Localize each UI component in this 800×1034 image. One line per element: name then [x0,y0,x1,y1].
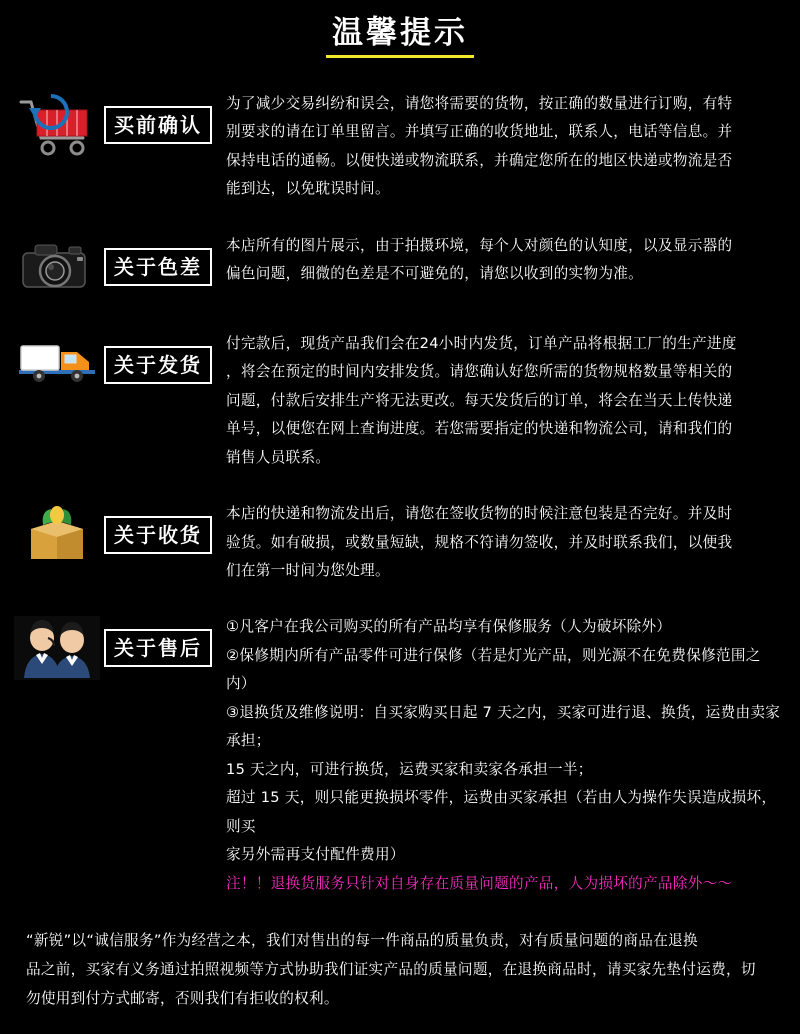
section-label: 关于色差 [104,248,212,286]
section-text [226,498,782,585]
text-line: 为了减少交易纠纷和误会，请您将需要的货物，按正确的数量进行订购，有特 [226,95,733,112]
text-line: 本店所有的图片展示，由于拍摄环境，每个人对颜色的认知度，以及显示器的 [226,236,733,254]
section-text [226,611,782,898]
text-line: 销售人员联系。 [226,448,331,466]
section-text [226,88,782,204]
footer-line: 品之前，买家有义务通过拍照视频等方式协助我们证实产品的质量问题，在退换商品时，请买家先垫付运费，切 [26,961,756,979]
text-line: 别要求的请在订单里留言。并填写正确的收货地址，联系人，电话等信息。并 [226,123,733,141]
section-pre-purchase [0,74,800,216]
page-title: 温馨提示 [326,16,474,58]
text-line: 家另外需再支付配件费用） [226,846,405,864]
shopping-cart-icon [14,90,100,160]
section-heading [14,498,226,570]
text-line: ，将会在预定的时间内安排发货。请您确认好您所需的货物规格数量等相关的 [226,363,733,381]
section-text [226,328,782,472]
section-heading [14,88,226,160]
text-line: 验货。如有破损，或数量短缺，规格不符请勿签收，并及时联系我们，以便我 [226,533,733,551]
footer-line: 勿使用到付方式邮寄，否则我们有拒收的权利。 [26,990,339,1008]
section-heading [14,328,226,400]
text-line: 能到达，以免耽误时间。 [226,180,390,198]
text-line: 本店的快递和物流发出后，请您在签收货物的时候注意包装是否完好。并及时 [226,505,733,523]
page-header [0,0,800,74]
section-receiving [0,484,800,597]
footer-note [0,910,800,1034]
footer-line: “新锐”以“诚信服务”作为经营之本，我们对售出的每一件商品的质量负责，对有质量问题的商品在退换 [26,931,698,949]
section-label: 关于发货 [104,346,212,384]
open-box-icon [14,500,100,570]
delivery-truck-icon [14,330,100,400]
section-color-difference [0,216,800,314]
text-line: 问题，付款后安排生产将无法更改。每天发货后的订单，将会在当天上传快递 [226,391,733,409]
after-sales-warning: 注！！退换货服务只针对自身存在质量问题的产品，人为损坏的产品除外～～ [226,874,733,892]
camera-icon [14,232,100,302]
text-line: 单号，以便您在网上查询进度。若您需要指定的快递和物流公司，请和我们的 [226,420,733,438]
customer-service-icon [14,613,100,683]
section-heading [14,611,226,683]
section-heading [14,230,226,302]
text-line: 保持电话的通畅。以便快递或物流联系，并确定您所在的地区快递或物流是否 [226,151,733,169]
section-shipping [0,314,800,484]
text-line: 付完款后，现货产品我们会在24小时内发货，订单产品将根据工厂的生产进度 [226,334,737,352]
section-label: 买前确认 [104,106,212,144]
section-label: 关于收货 [104,516,212,554]
section-label: 关于售后 [104,629,212,667]
text-line: 偏色问题，细微的色差是不可避免的，请您以收到的实物为准。 [226,265,644,283]
text-line: 们在第一时间为您处理。 [226,561,390,579]
section-after-sales [0,597,800,910]
text-line: ②保修期内所有产品零件可进行保修（若是灯光产品，则光源不在免费保修范围之内） [226,646,761,693]
notice-sections [0,74,800,910]
text-line: ①凡客户在我公司购买的所有产品均享有保修服务（人为破坏除外） [226,618,672,636]
text-line: 超过 15 天，则只能更换损坏零件，运费由买家承担（若由人为操作失误造成损坏，则买 [226,789,777,835]
text-line: 15 天之内，可进行换货，运费买家和卖家各承担一半； [226,760,593,778]
text-line: ③退换货及维修说明：自买家购买日起 7 天之内，买家可进行退、换货，运费由卖家承担； [226,703,781,750]
section-text [226,230,782,289]
